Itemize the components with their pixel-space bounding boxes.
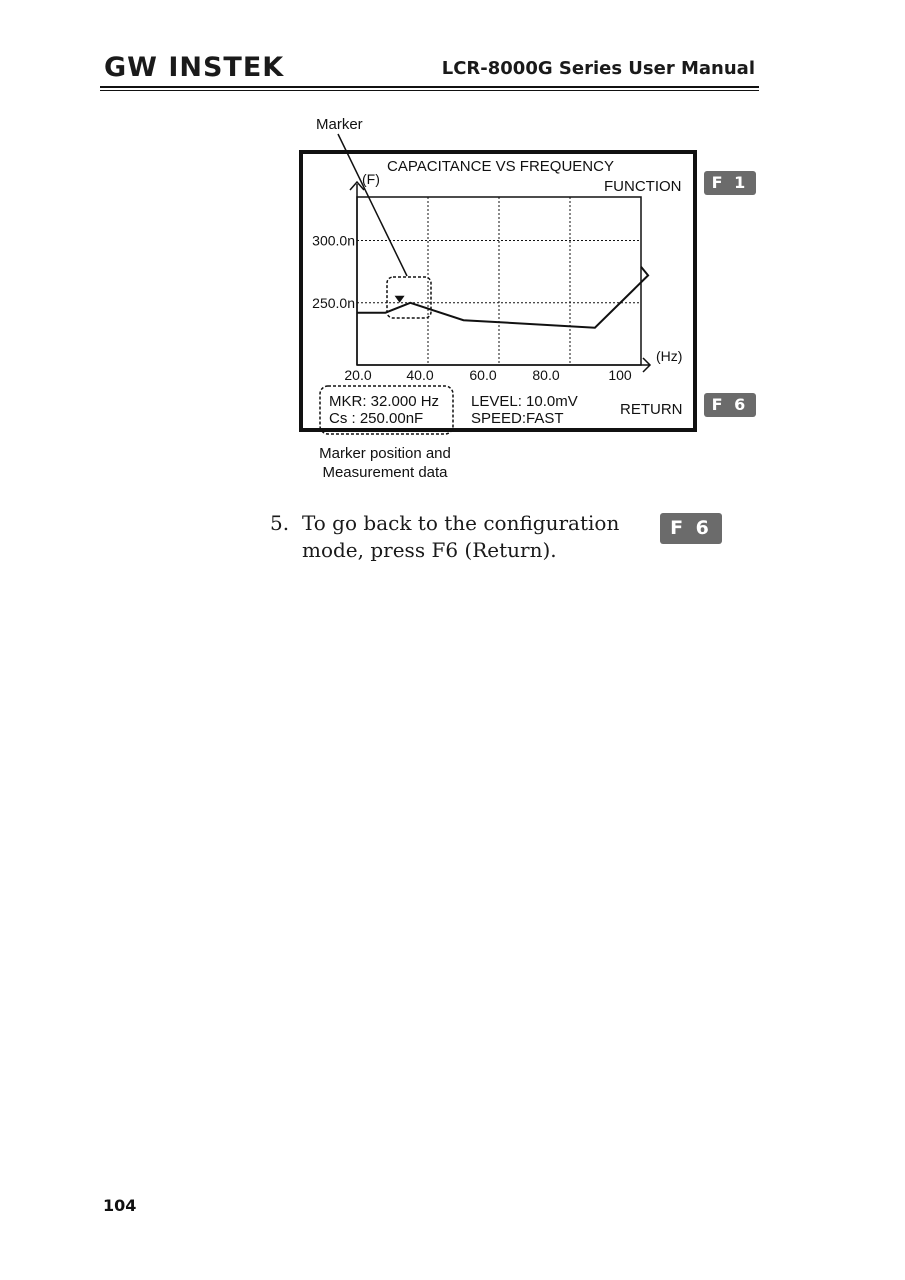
x-tick-label: 40.0: [406, 367, 434, 383]
brand-logo: GW INSTEK: [104, 52, 285, 83]
page-number: 104: [103, 1196, 137, 1215]
step-number: 5.: [270, 511, 290, 535]
f6-key-step[interactable]: F 6: [660, 513, 722, 544]
marker-highlight-box: [387, 277, 431, 318]
marker-triangle: [395, 296, 405, 303]
x-tick-label: 100: [608, 367, 632, 383]
marker-caption: Marker position and Measurement data: [319, 445, 451, 481]
chart-title: CAPACITANCE VS FREQUENCY: [387, 158, 614, 175]
speed-readout: SPEED:FAST: [471, 410, 564, 427]
function-softkey-label: FUNCTION: [604, 178, 682, 195]
x-tick-label: 80.0: [532, 367, 560, 383]
grid-lines: [357, 197, 641, 365]
f6-key[interactable]: F 6: [704, 393, 756, 417]
x-unit-label: (Hz): [656, 348, 683, 364]
cs-readout: Cs : 250.00nF: [329, 410, 424, 427]
manual-title: LCR-8000G Series User Manual: [441, 58, 755, 79]
tick-labels: [312, 233, 632, 383]
y-unit-label: (F): [362, 171, 380, 187]
f1-key[interactable]: F 1: [704, 171, 756, 195]
marker-readout: MKR: 32.000 Hz: [329, 393, 440, 410]
marker-pointer-line: [338, 134, 407, 276]
marker-annotation: Marker: [316, 116, 363, 133]
y-tick-label: 300.0n: [312, 232, 355, 249]
return-softkey-label: RETURN: [620, 401, 683, 418]
level-readout: LEVEL: 10.0mV: [471, 393, 578, 410]
x-tick-label: 60.0: [469, 367, 497, 383]
x-tick-label: 20.0: [344, 367, 372, 383]
y-tick-label: 250.0n: [312, 294, 355, 311]
step-text: To go back to the configuration mode, press F6 (Return).: [302, 511, 620, 562]
